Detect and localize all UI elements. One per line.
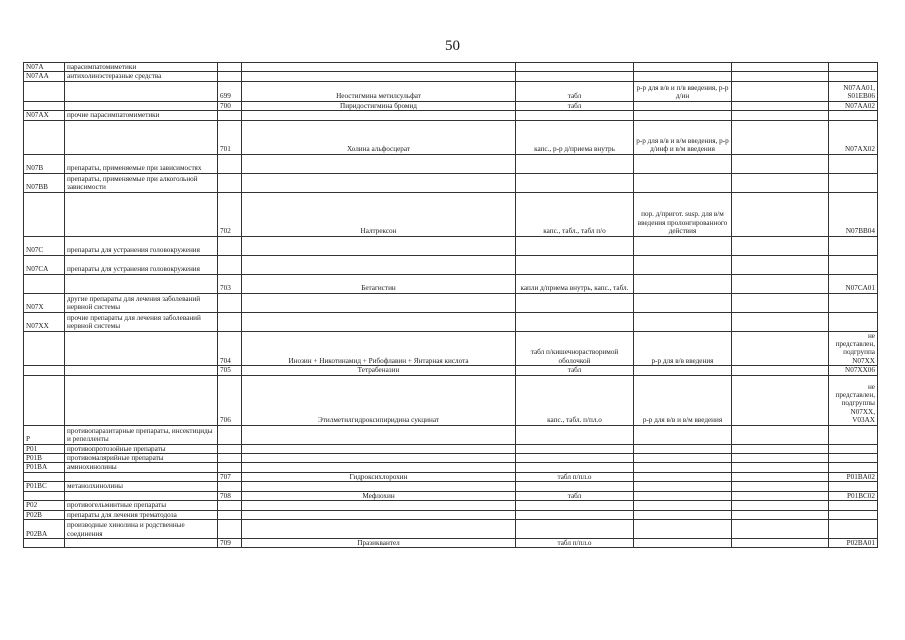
table-row [24,293,878,312]
atc-code [829,293,878,312]
table-row [24,192,878,236]
item-number [218,501,242,510]
atc-group-name: прочие парасимпатомиметики [65,111,218,120]
drug-name [242,63,516,72]
item-number: 706 [218,375,242,425]
atc-group-code [24,274,65,293]
dosage-form [516,482,634,491]
dosage-form: табл п/кишечнорастворимой оболочкой [516,331,634,366]
atc-code: не представлен, подгруппы N07XX, V03AX [829,375,878,425]
extra-column [732,236,829,255]
item-number [218,293,242,312]
item-number: 702 [218,192,242,236]
table-row [24,366,878,375]
atc-group-name [65,274,218,293]
extra-column [732,454,829,463]
atc-group-code: P02 [24,501,65,510]
dosage-form [516,463,634,472]
atc-code: не представлен, подгруппа N07XX [829,331,878,366]
atc-code: P01BA02 [829,472,878,481]
injection-form [634,72,732,81]
atc-group-name [65,192,218,236]
atc-group-code [24,120,65,154]
injection-form [634,444,732,453]
item-number [218,463,242,472]
drug-name [242,519,516,538]
extra-column [732,173,829,192]
item-number [218,510,242,519]
atc-code [829,510,878,519]
item-number [218,111,242,120]
atc-code [829,425,878,444]
injection-form: р-р для в/в введения [634,331,732,366]
injection-form [634,519,732,538]
atc-group-name: парасимпатомиметики [65,63,218,72]
item-number: 707 [218,472,242,481]
injection-form [634,63,732,72]
item-number [218,444,242,453]
table-row [24,472,878,481]
dosage-form [516,510,634,519]
dosage-form [516,173,634,192]
table-body [24,63,878,548]
dosage-form: табл п/пл.о [516,538,634,547]
injection-form [634,312,732,331]
atc-group-name [65,472,218,481]
atc-group-name: метанолхинолины [65,482,218,491]
item-number [218,173,242,192]
table-row [24,63,878,72]
dosage-form: табл [516,366,634,375]
table-row [24,425,878,444]
injection-form [634,454,732,463]
table-row [24,274,878,293]
extra-column [732,510,829,519]
dosage-form: капс., табл., табл п/о [516,192,634,236]
injection-form [634,501,732,510]
item-number [218,72,242,81]
table-row [24,501,878,510]
atc-group-name [65,366,218,375]
drug-name: Мефлохин [242,491,516,500]
dosage-form [516,454,634,463]
atc-group-code [24,538,65,547]
atc-group-code [24,331,65,366]
atc-group-code: P [24,425,65,444]
table-row [24,519,878,538]
item-number [218,519,242,538]
drug-name: Холина альфосцерат [242,120,516,154]
item-number: 703 [218,274,242,293]
atc-code [829,444,878,453]
atc-group-name [65,81,218,101]
atc-code: N07AA02 [829,101,878,110]
atc-code [829,236,878,255]
atc-group-name: препараты для устранения головокружения [65,255,218,274]
extra-column [732,538,829,547]
item-number: 709 [218,538,242,547]
extra-column [732,72,829,81]
drug-name [242,454,516,463]
injection-form [634,111,732,120]
extra-column [732,192,829,236]
dosage-form [516,501,634,510]
drug-name [242,482,516,491]
dosage-form [516,519,634,538]
drug-name: Празиквантел [242,538,516,547]
extra-column [732,255,829,274]
atc-group-name: противопротозойные препараты [65,444,218,453]
dosage-form [516,293,634,312]
dosage-form: капли д/приема внутрь, капс., табл. [516,274,634,293]
extra-column [732,312,829,331]
item-number: 708 [218,491,242,500]
atc-group-code: P01 [24,444,65,453]
drug-name [242,312,516,331]
extra-column [732,501,829,510]
atc-code [829,482,878,491]
atc-group-code [24,491,65,500]
atc-group-name: прочие препараты для лечения заболеваний нервной системы [65,312,218,331]
atc-code: N07BB04 [829,192,878,236]
atc-group-name [65,331,218,366]
table-row [24,111,878,120]
item-number [218,236,242,255]
extra-column [732,331,829,366]
atc-code [829,454,878,463]
atc-group-name: противомалярийные препараты [65,454,218,463]
drug-name [242,293,516,312]
drug-list-table [23,62,878,548]
atc-group-code: N07AA [24,72,65,81]
extra-column [732,293,829,312]
atc-group-code [24,192,65,236]
atc-group-code: N07X [24,293,65,312]
table-row [24,101,878,110]
injection-form: р-р для в/в и п/в введения, р-р д/ин [634,81,732,101]
injection-form [634,538,732,547]
atc-group-name [65,538,218,547]
drug-name: Пиридостигмина бромид [242,101,516,110]
drug-name [242,173,516,192]
dosage-form [516,63,634,72]
atc-code [829,173,878,192]
atc-group-name: препараты, применяемые при зависимостях [65,154,218,173]
dosage-form [516,154,634,173]
dosage-form: табл [516,101,634,110]
table-row [24,510,878,519]
table-row [24,81,878,101]
injection-form [634,173,732,192]
atc-group-code: N07A [24,63,65,72]
drug-name: Неостигмина метилсульфат [242,81,516,101]
drug-name [242,463,516,472]
extra-column [732,154,829,173]
atc-group-code: P01BC [24,482,65,491]
atc-group-code [24,101,65,110]
table-row [24,491,878,500]
extra-column [732,274,829,293]
item-number [218,425,242,444]
atc-code: N07AX02 [829,120,878,154]
drug-name [242,236,516,255]
page-number: 50 [445,38,460,54]
dosage-form: капс., табл. п/пл.о [516,375,634,425]
atc-group-name [65,491,218,500]
dosage-form [516,72,634,81]
drug-name [242,510,516,519]
injection-form [634,236,732,255]
item-number [218,154,242,173]
dosage-form: табл [516,81,634,101]
drug-name [242,425,516,444]
item-number [218,454,242,463]
table-row [24,72,878,81]
atc-group-code: N07BB [24,173,65,192]
atc-group-name: противопаразитарные препараты, инсектициды и репелленты [65,425,218,444]
dosage-form [516,425,634,444]
atc-group-code: N07CA [24,255,65,274]
extra-column [732,111,829,120]
extra-column [732,63,829,72]
extra-column [732,375,829,425]
injection-form: р-р для в/в и в/м введения [634,375,732,425]
atc-code [829,501,878,510]
injection-form [634,425,732,444]
extra-column [732,463,829,472]
table-row [24,173,878,192]
table-row [24,120,878,154]
extra-column [732,120,829,154]
extra-column [732,366,829,375]
atc-group-code: P02BA [24,519,65,538]
atc-group-name [65,120,218,154]
atc-group-code: N07C [24,236,65,255]
injection-form [634,154,732,173]
dosage-form [516,255,634,274]
extra-column [732,472,829,481]
injection-form [634,482,732,491]
dosage-form [516,236,634,255]
item-number [218,255,242,274]
atc-group-name: препараты для лечения трематодоза [65,510,218,519]
atc-group-name: аминохинолины [65,463,218,472]
extra-column [732,482,829,491]
atc-code [829,519,878,538]
atc-code [829,312,878,331]
atc-code [829,63,878,72]
atc-code: P01BC02 [829,491,878,500]
injection-form [634,101,732,110]
atc-group-name: противогельминтные препараты [65,501,218,510]
table-row [24,312,878,331]
drug-name: Гидроксихлорохин [242,472,516,481]
item-number [218,63,242,72]
atc-group-name [65,101,218,110]
table-row [24,463,878,472]
item-number: 704 [218,331,242,366]
drug-name [242,154,516,173]
injection-form: р-р для в/в и в/м введения, р-р д/инф и в/м введения [634,120,732,154]
extra-column [732,425,829,444]
extra-column [732,444,829,453]
atc-code [829,154,878,173]
drug-name: Налтрексон [242,192,516,236]
atc-code: N07XX06 [829,366,878,375]
drug-name: Тетрабеназин [242,366,516,375]
atc-group-code [24,366,65,375]
table-row [24,444,878,453]
item-number: 701 [218,120,242,154]
injection-form: пор. д/пригот. susp. для в/м введения пролонгированного действия [634,192,732,236]
table-row [24,331,878,366]
table-row [24,482,878,491]
drug-name: Инозин + Никотинамид + Рибофлавин + Янтарная кислота [242,331,516,366]
atc-code [829,111,878,120]
injection-form [634,274,732,293]
atc-code: N07CA01 [829,274,878,293]
atc-group-code: N07B [24,154,65,173]
injection-form [634,293,732,312]
atc-group-name [65,375,218,425]
table-row [24,454,878,463]
injection-form [634,510,732,519]
injection-form [634,255,732,274]
table-row [24,538,878,547]
dosage-form: капс., р-р д/приема внутрь [516,120,634,154]
atc-code [829,72,878,81]
extra-column [732,519,829,538]
injection-form [634,472,732,481]
atc-group-code: N07AX [24,111,65,120]
atc-group-name: препараты, применяемые при алкогольной зависимости [65,173,218,192]
atc-group-code [24,472,65,481]
dosage-form: табл п/пл.о [516,472,634,481]
item-number [218,312,242,331]
table-row [24,255,878,274]
item-number: 699 [218,81,242,101]
item-number [218,482,242,491]
dosage-form [516,111,634,120]
table-row [24,236,878,255]
extra-column [732,491,829,500]
extra-column [732,81,829,101]
atc-group-name: антихолинэстеразные средства [65,72,218,81]
atc-code: P02BA01 [829,538,878,547]
dosage-form [516,312,634,331]
item-number: 705 [218,366,242,375]
atc-group-code: N07XX [24,312,65,331]
atc-code: N07AA01, S01EB06 [829,81,878,101]
drug-name [242,111,516,120]
atc-code [829,463,878,472]
atc-group-code: P01B [24,454,65,463]
atc-group-name: препараты для устранения головокружения [65,236,218,255]
atc-group-code [24,81,65,101]
item-number: 700 [218,101,242,110]
table-row [24,154,878,173]
atc-group-code: P02B [24,510,65,519]
drug-name [242,255,516,274]
atc-group-code: P01BA [24,463,65,472]
injection-form [634,366,732,375]
table-row [24,375,878,425]
drug-name [242,501,516,510]
atc-group-name: другие препараты для лечения заболеваний нервной системы [65,293,218,312]
drug-name: Этилметилгидроксипиридина сукцинат [242,375,516,425]
atc-group-code [24,375,65,425]
atc-code [829,255,878,274]
injection-form [634,463,732,472]
atc-group-name: производные хинолина и родственные соединения [65,519,218,538]
dosage-form: табл [516,491,634,500]
drug-name [242,72,516,81]
extra-column [732,101,829,110]
drug-name [242,444,516,453]
injection-form [634,491,732,500]
drug-name: Бетагистин [242,274,516,293]
dosage-form [516,444,634,453]
